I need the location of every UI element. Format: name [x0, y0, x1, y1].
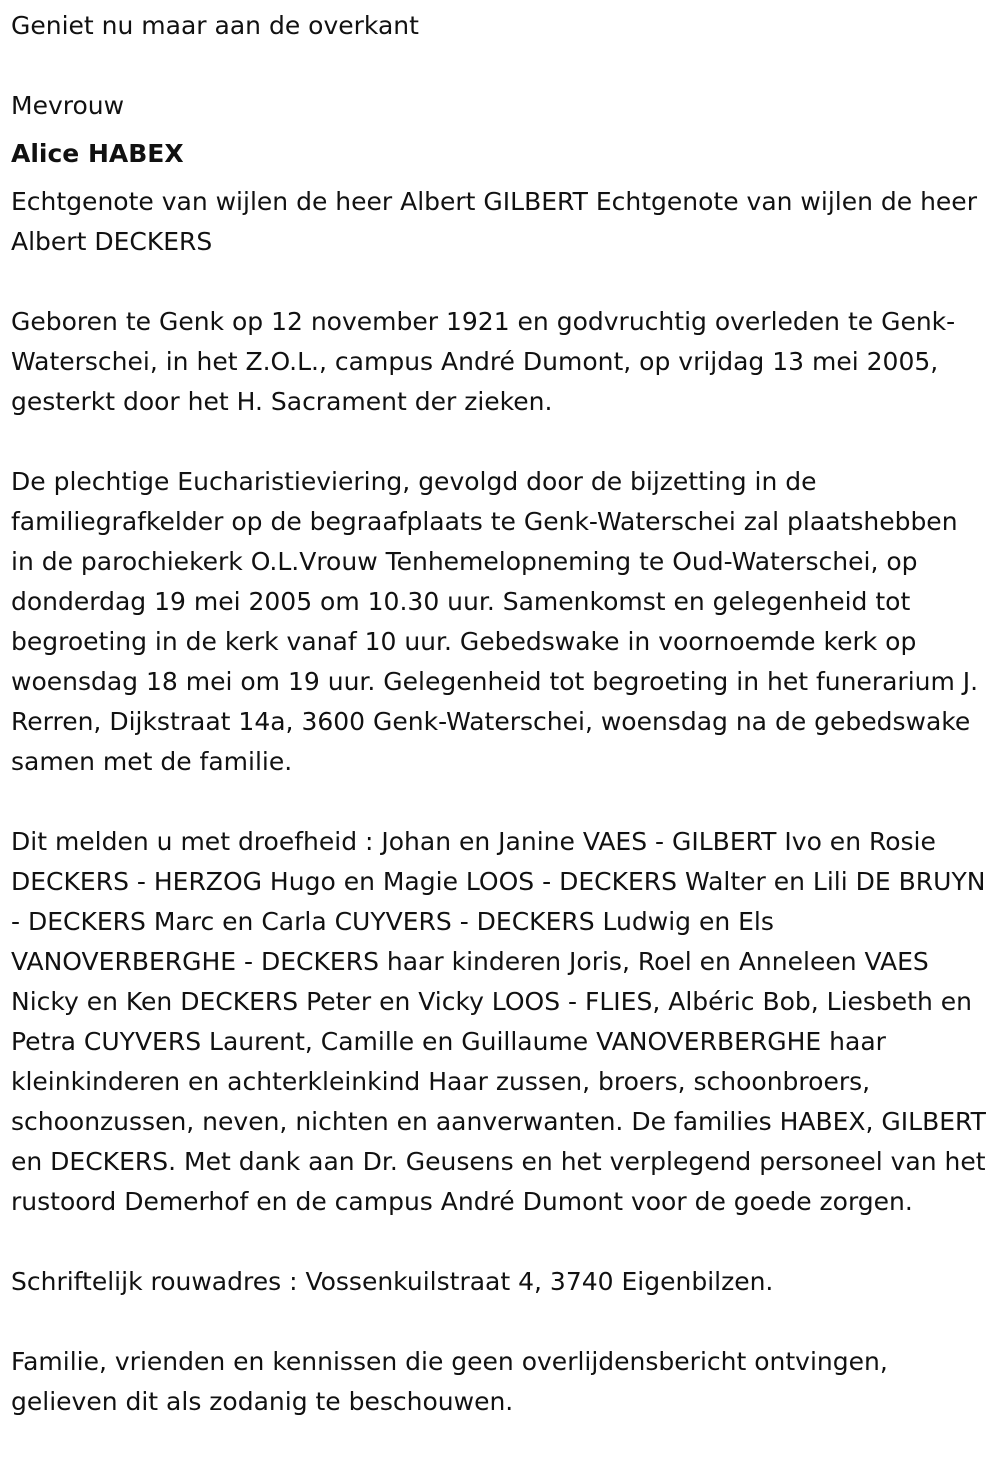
salutation: Mevrouw: [11, 91, 125, 120]
deceased-name: Alice HABEX: [11, 139, 184, 168]
family-paragraph: Dit melden u met droefheid : Johan en Janine VAES - GILBERT Ivo en Rosie DECKERS - HERZOG Hugo en Magie LOOS - DECKERS Walter en Lili DE BRUYN - DECKERS Marc en Carla CUYVERS - DECKERS Ludwig en Els VANOVERBERGHE - DECKERS haar kinderen Joris, Roel en Anneleen VAES Nicky en Ken DECKERS Peter en Vicky LOOS - FLIES, Albéric Bob, Liesbeth en Petra CUYVERS Laurent, Camille en Guillaume VANOVERBERGHE haar kleinkinderen en achterkleinkind Haar zussen, broers, schoonbroers, schoonzussen, neven, nichten en aanverwanten. De families HABEX, GILBERT en DECKERS. Met dank aan Dr. Geusens en het verplegend personeel van het rustoord Demerhof en de campus André Dumont voor de goede zorgen.: [11, 827, 986, 1216]
spouse-line: Echtgenote van wijlen de heer Albert GILBERT Echtgenote van wijlen de heer Albert DECKERS: [11, 187, 977, 256]
closing-paragraph: Familie, vrienden en kennissen die geen overlijdensbericht ontvingen, gelieven dit als zodanig te beschouwen.: [11, 1347, 888, 1416]
birth-death-paragraph: Geboren te Genk op 12 november 1921 en godvruchtig overleden te Genk-Waterschei, in het Z.O.L., campus André Dumont, op vrijdag 13 mei 2005, gesterkt door het H. Sacrament der zieken.: [11, 307, 956, 416]
ceremony-paragraph: De plechtige Eucharistieviering, gevolgd door de bijzetting in de familiegrafkelder op de begraafplaats te Genk-Waterschei zal plaatshebben in de parochiekerk O.L.Vrouw Tenhemelopneming te Oud-Waterschei, op donderdag 19 mei 2005 om 10.30 uur. Samenkomst en gelegenheid tot begroeting in de kerk vanaf 10 uur. Gebedswake in voornoemde kerk op woensdag 18 mei om 19 uur. Gelegenheid tot begroeting in het funerarium J. Rerren, Dijkstraat 14a, 3600 Genk-Waterschei, woensdag na de gebedswake samen met de familie.: [11, 467, 979, 776]
motto: Geniet nu maar aan de overkant: [11, 11, 419, 40]
condolence-address: Schriftelijk rouwadres : Vossenkuilstraat 4, 3740 Eigenbilzen.: [11, 1267, 774, 1296]
